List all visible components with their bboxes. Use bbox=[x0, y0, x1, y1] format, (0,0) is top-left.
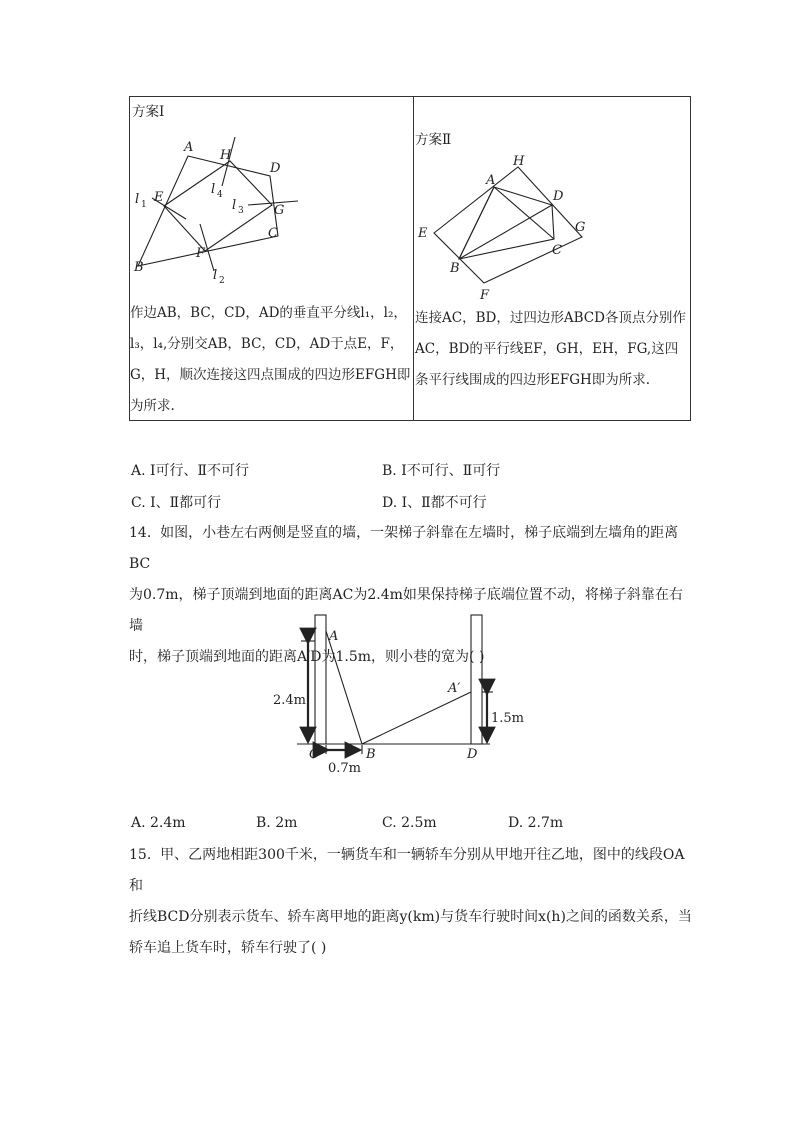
q14-number: 14. bbox=[129, 525, 152, 541]
fig2-label-B: B bbox=[450, 261, 460, 276]
fig1-label-l4: l bbox=[211, 182, 216, 197]
ladder-right bbox=[362, 692, 471, 744]
left-wall bbox=[315, 615, 326, 744]
fig1-label-D: D bbox=[270, 161, 281, 176]
diagonal-ac bbox=[494, 187, 554, 239]
q15-line1: 甲、乙两地相距300千米，一辆货车和一辆轿车分别从甲地开往乙地，图中的线段OA和 bbox=[129, 847, 685, 894]
scheme-table bbox=[129, 96, 691, 421]
q15-line2: 折线BCD分别表示货车、轿车离甲地的距离y(km)与货车行驶时间x(h)之间的函数关系，当 bbox=[129, 909, 692, 925]
fig2-label-E: E bbox=[418, 226, 428, 241]
diagonal-bd bbox=[459, 205, 552, 259]
q14-line2: 为0.7m，梯子顶端到地面的距离AC为2.4m如果保持梯子底端位置不动，将梯子斜靠在右墙 bbox=[129, 587, 683, 634]
fig2-label-H: H bbox=[513, 154, 525, 169]
fig3-height-right: 1.5m bbox=[491, 711, 525, 726]
fig1-label-F: F bbox=[196, 246, 206, 261]
q13-option-c[interactable]: C. Ⅰ、Ⅱ都可行 bbox=[131, 495, 222, 511]
fig1-label-l4-sub: 4 bbox=[217, 190, 223, 200]
fig3-bottom-length: 0.7m bbox=[328, 761, 362, 776]
fig2-label-G: G bbox=[575, 220, 586, 235]
fig2-label-C: C bbox=[552, 243, 562, 258]
fig1-label-l1: l bbox=[135, 192, 140, 207]
fig1-label-l3: l bbox=[232, 198, 237, 213]
fig3-height-left: 2.4m bbox=[273, 693, 307, 708]
fig1-label-A: A bbox=[184, 140, 194, 155]
right-wall bbox=[471, 615, 482, 744]
fig1-label-l2: l bbox=[213, 268, 218, 283]
scheme2-title: 方案Ⅱ bbox=[415, 132, 452, 148]
q15-line3: 轿车追上货车时，轿车行驶了( ) bbox=[129, 940, 327, 956]
fig2-label-D: D bbox=[553, 189, 564, 204]
ladder-left bbox=[326, 631, 362, 744]
side-ab bbox=[459, 187, 494, 259]
q14-option-a[interactable]: A. 2.4m bbox=[131, 815, 186, 831]
q14-line1: 如图，小巷左右两侧是竖直的墙，一架梯子斜靠在左墙时，梯子底端到左墙角的距离BC bbox=[129, 525, 679, 572]
scheme1-description: 作边AB，BC，CD，AD的垂直平分线l₁，l₂，l₃，l₄,分别交AB，BC，CD，AD于点E，F，G，H，顺次连接这四点围成的四边形EFGH即为所求. bbox=[130, 305, 411, 414]
fig2-label-F: F bbox=[480, 288, 490, 303]
fig3-label-C: C bbox=[309, 747, 319, 762]
q14-line3: 时，梯子顶端到地面的距离A′D为1.5m，则小巷的宽为( ) bbox=[129, 649, 485, 665]
fig3-label-A: A bbox=[329, 629, 339, 644]
scheme1-title: 方案Ⅰ bbox=[132, 104, 165, 120]
q15-number: 15. bbox=[129, 847, 152, 863]
ladder-figure bbox=[265, 608, 525, 778]
q14-option-c[interactable]: C. 2.5m bbox=[382, 815, 437, 831]
q13-option-b[interactable]: B. Ⅰ不可行、Ⅱ可行 bbox=[382, 463, 501, 479]
fig1-label-l1-sub: 1 bbox=[141, 200, 147, 210]
fig1-label-C: C bbox=[268, 226, 278, 241]
fig3-label-B: B bbox=[366, 747, 376, 762]
scheme2-figure bbox=[414, 155, 692, 305]
fig2-label-A: A bbox=[486, 173, 496, 188]
fig3-label-D: D bbox=[467, 747, 478, 762]
fig1-label-H: H bbox=[220, 148, 232, 163]
q13-option-d[interactable]: D. Ⅰ、Ⅱ都不可行 bbox=[382, 495, 487, 511]
q14-option-d[interactable]: D. 2.7m bbox=[508, 815, 564, 831]
fig1-label-l2-sub: 2 bbox=[219, 276, 225, 286]
question-15 bbox=[129, 840, 694, 964]
quad-efgh bbox=[164, 161, 272, 251]
scheme2-description: 连接AC，BD，过四边形ABCD各顶点分别作AC，BD的平行线EF，GH，EH，FG,这四条平行线围成的四边形EFGH即为所求. bbox=[415, 310, 686, 388]
fig1-label-G: G bbox=[274, 203, 285, 218]
fig3-label-A-prime: A′ bbox=[448, 681, 461, 696]
fig1-label-l3-sub: 3 bbox=[238, 206, 244, 216]
fig1-label-B: B bbox=[134, 260, 144, 275]
q13-option-a[interactable]: A. Ⅰ可行、Ⅱ不可行 bbox=[131, 463, 250, 479]
q14-option-b[interactable]: B. 2m bbox=[256, 815, 298, 831]
scheme1-figure bbox=[130, 131, 412, 291]
fig1-label-E: E bbox=[154, 190, 164, 205]
